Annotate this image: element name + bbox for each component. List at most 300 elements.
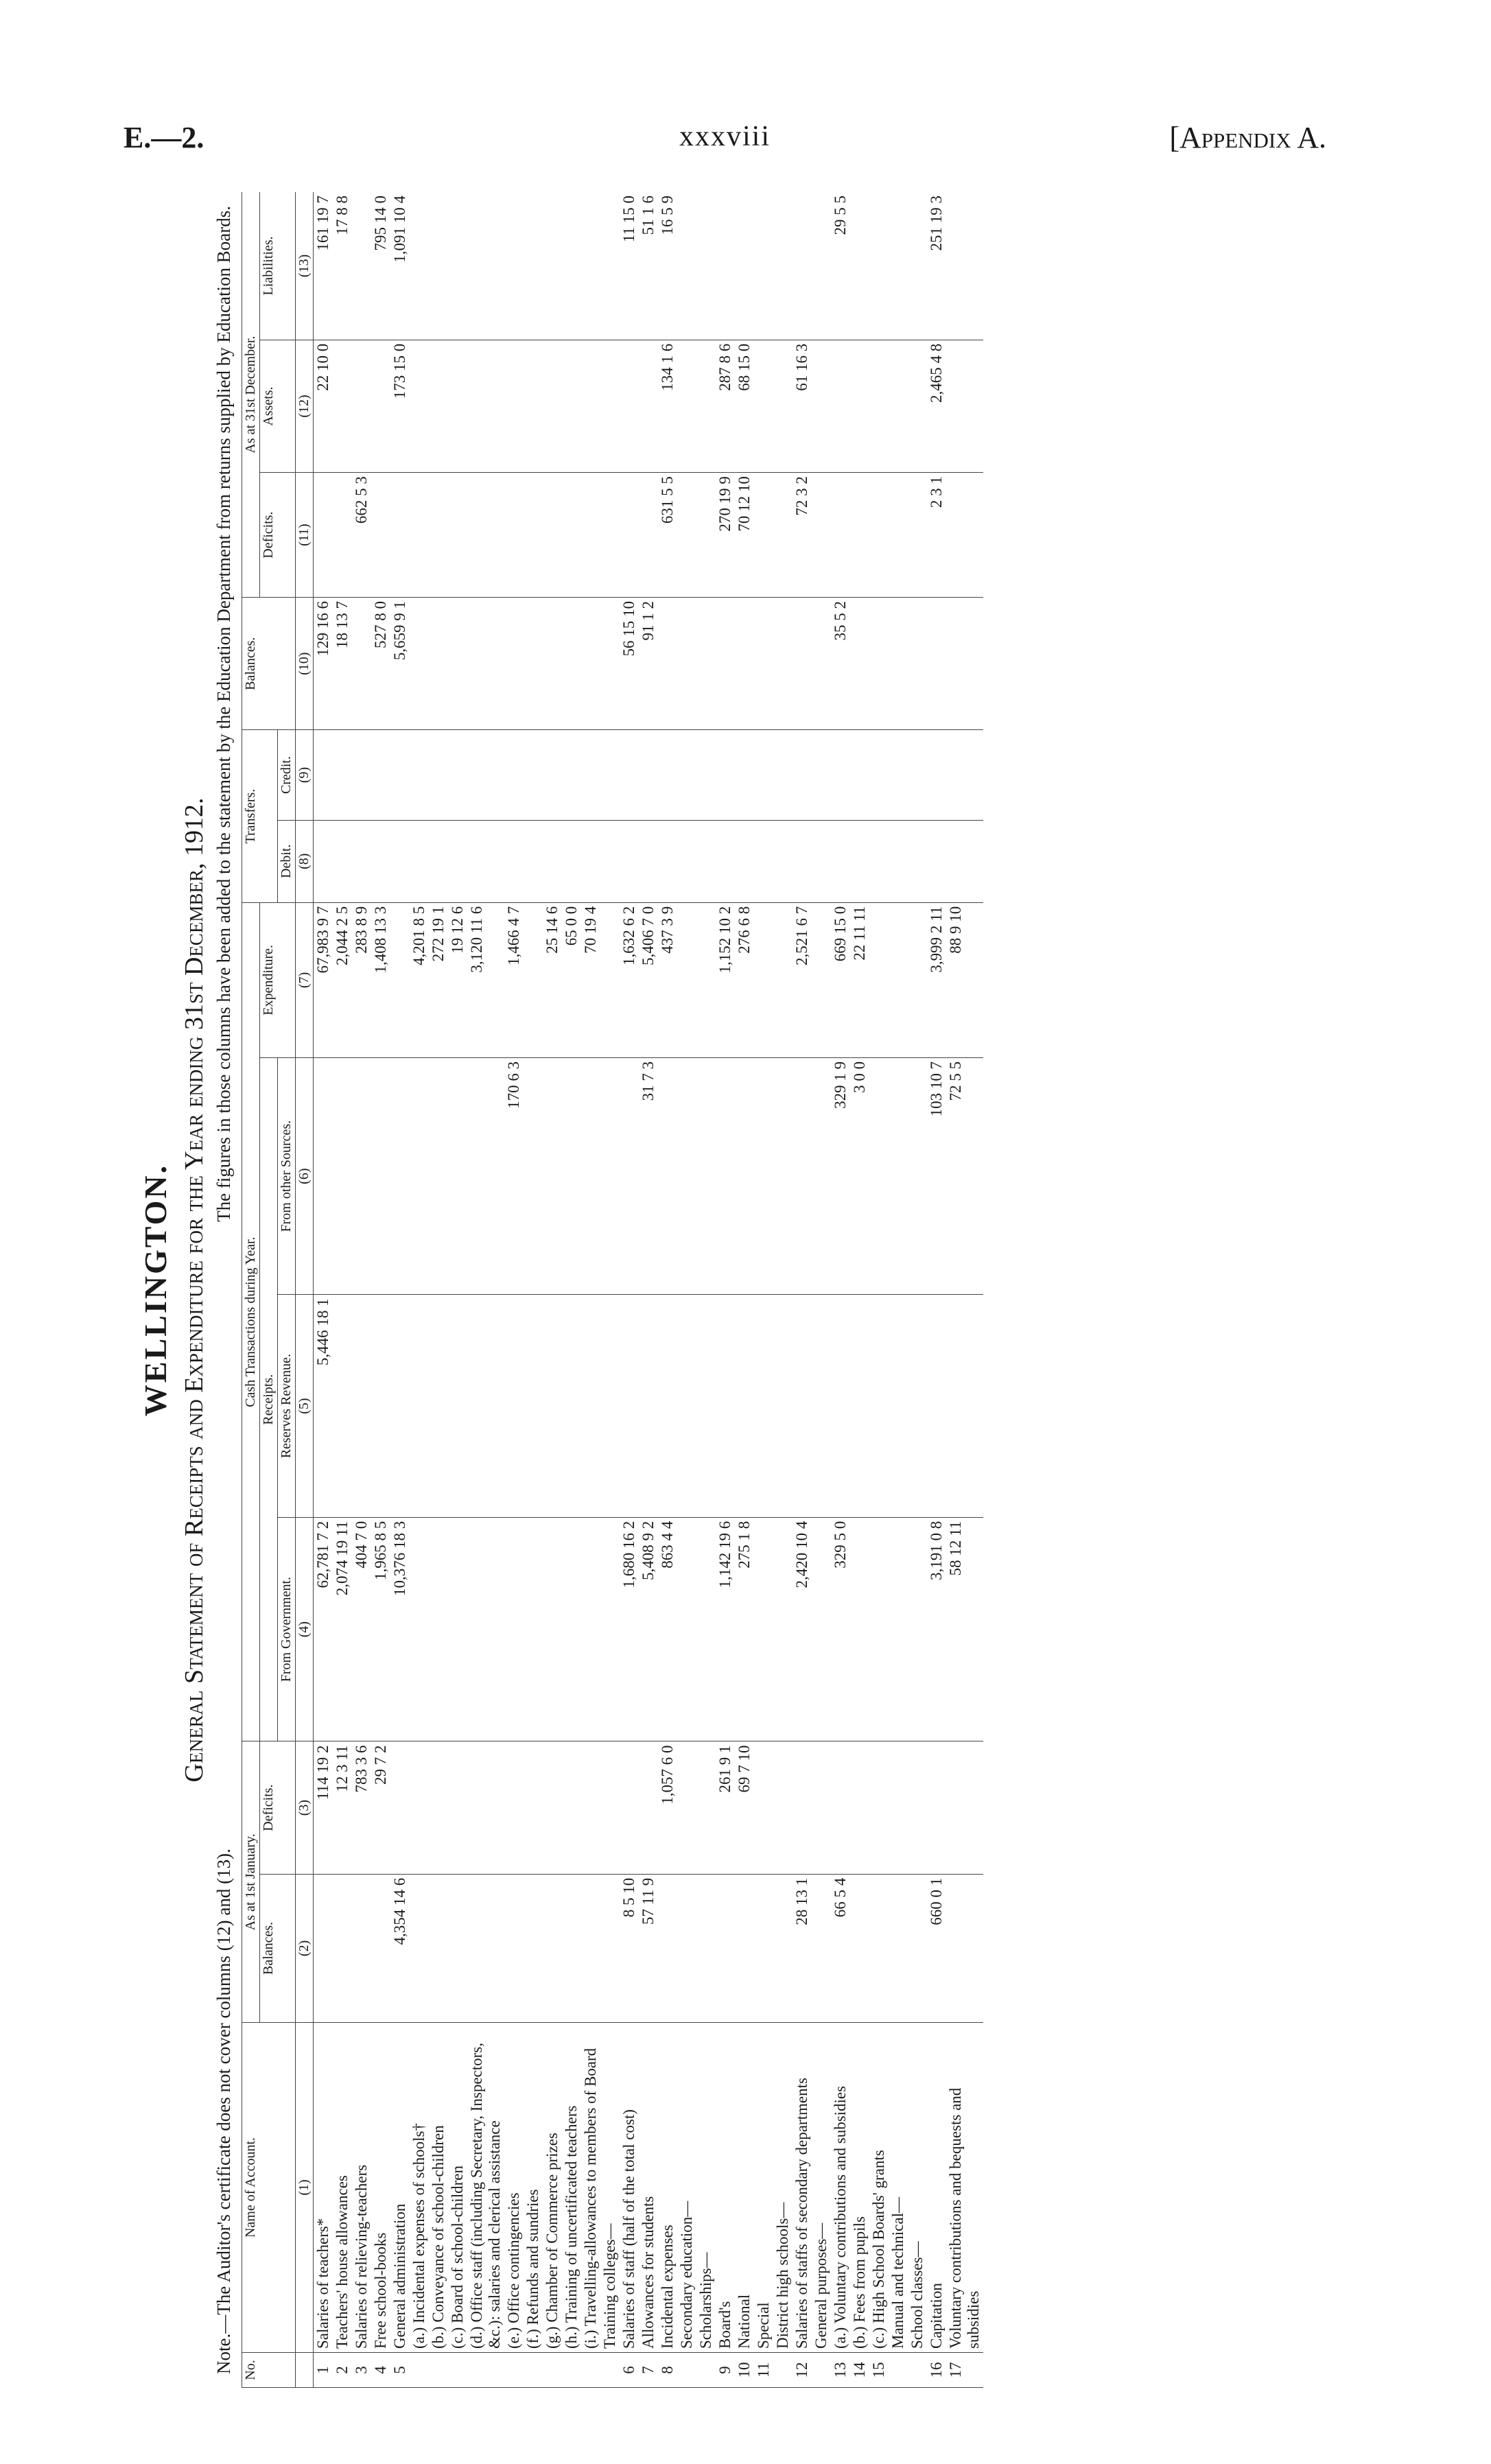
row-number: 8 xyxy=(658,2353,677,2388)
row-number: 4 xyxy=(371,2353,390,2388)
amount-cell xyxy=(410,192,429,340)
amount-cell xyxy=(620,1057,639,1294)
amount-cell xyxy=(927,1295,946,1517)
amount-cell xyxy=(850,1295,869,1517)
amount-cell xyxy=(908,340,927,472)
table-row xyxy=(524,192,543,2388)
table-row xyxy=(333,192,352,2388)
table-row xyxy=(773,192,793,2388)
col-num-12: (12) xyxy=(296,340,314,472)
account-name: (b.) Conveyance of school-children xyxy=(429,2023,448,2353)
table-row xyxy=(908,192,927,2388)
amount-cell: 170 6 3 xyxy=(504,1057,524,1294)
amount-cell xyxy=(600,902,620,1057)
amount-cell xyxy=(581,1874,600,2022)
amount-cell xyxy=(448,473,467,598)
amount-cell xyxy=(524,1295,543,1517)
account-name: (b.) Fees from pupils xyxy=(850,2023,869,2353)
account-name: Free school-books xyxy=(371,2023,390,2353)
amount-cell xyxy=(600,730,620,820)
account-name: Special xyxy=(754,2023,773,2353)
row-number xyxy=(889,2353,908,2388)
amount-cell xyxy=(524,1874,543,2022)
amount-cell: 795 14 0 xyxy=(371,192,390,340)
amount-cell xyxy=(812,340,831,472)
amount-cell xyxy=(620,820,639,902)
amount-cell: 1,152 10 2 xyxy=(716,902,735,1057)
amount-cell xyxy=(581,820,600,902)
amount-cell xyxy=(658,1295,677,1517)
amount-cell xyxy=(850,473,869,598)
amount-cell xyxy=(793,820,812,902)
amount-cell: 1,680 16 2 xyxy=(620,1517,639,1741)
amount-cell xyxy=(448,1741,467,1874)
row-number: 14 xyxy=(850,2353,869,2388)
amount-cell xyxy=(352,340,371,472)
amount-cell xyxy=(410,473,429,598)
amount-cell xyxy=(793,1295,812,1517)
amount-cell xyxy=(467,340,504,472)
amount-cell xyxy=(773,598,793,730)
account-name: Salaries of staffs of secondary departments xyxy=(793,2023,812,2353)
amount-cell xyxy=(543,1741,562,1874)
transfers-group-header: Transfers. xyxy=(242,730,278,902)
col-government-header: From Government. xyxy=(278,1517,296,1741)
amount-cell xyxy=(773,1517,793,1741)
amount-cell xyxy=(696,820,716,902)
row-number xyxy=(696,2353,716,2388)
amount-cell: 251 19 3 xyxy=(927,192,946,340)
amount-cell xyxy=(696,1517,716,1741)
account-name: Training colleges— xyxy=(600,2023,620,2353)
row-number: 1 xyxy=(314,2353,333,2388)
table-row xyxy=(314,192,333,2388)
amount-cell xyxy=(429,192,448,340)
amount-cell xyxy=(946,1741,983,1874)
table-row xyxy=(735,192,754,2388)
account-name: Salaries of teachers* xyxy=(314,2023,333,2353)
row-number: 2 xyxy=(333,2353,352,2388)
amount-cell: 3 0 0 xyxy=(850,1057,869,1294)
col-no-header: No. xyxy=(242,2353,296,2388)
amount-cell xyxy=(639,820,658,902)
amount-cell xyxy=(467,598,504,730)
amount-cell: 62,781 7 2 xyxy=(314,1517,333,1741)
amount-cell xyxy=(467,820,504,902)
amount-cell: 660 0 1 xyxy=(927,1874,946,2022)
account-name: (h.) Training of uncertificated teachers xyxy=(562,2023,581,2353)
col-num-4: (4) xyxy=(296,1517,314,1741)
col-num-3: (3) xyxy=(296,1741,314,1874)
amount-cell xyxy=(754,1057,773,1294)
amount-cell xyxy=(812,1517,831,1741)
amount-cell xyxy=(371,1295,390,1517)
row-number xyxy=(524,2353,543,2388)
dec-group-header: As at 31st December. xyxy=(242,192,260,598)
amount-cell xyxy=(908,1741,927,1874)
amount-cell xyxy=(504,820,524,902)
table-row xyxy=(467,192,504,2388)
table-row xyxy=(754,192,773,2388)
amount-cell xyxy=(658,1057,677,1294)
amount-cell xyxy=(754,598,773,730)
account-name: Salaries of relieving-teachers xyxy=(352,2023,371,2353)
amount-cell xyxy=(946,473,983,598)
amount-cell: 161 19 7 xyxy=(314,192,333,340)
col-num-6: (6) xyxy=(296,1057,314,1294)
amount-cell xyxy=(429,820,448,902)
account-name: (a.) Incidental expenses of schools† xyxy=(410,2023,429,2353)
amount-cell xyxy=(716,598,735,730)
amount-cell xyxy=(696,473,716,598)
statement-rows xyxy=(314,192,984,2388)
amount-cell xyxy=(600,1741,620,1874)
amount-cell: 1,057 6 0 xyxy=(658,1741,677,1874)
amount-cell xyxy=(927,598,946,730)
amount-cell xyxy=(562,1295,581,1517)
amount-cell xyxy=(581,473,600,598)
amount-cell xyxy=(524,1517,543,1741)
amount-cell xyxy=(620,340,639,472)
amount-cell xyxy=(831,820,850,902)
amount-cell xyxy=(562,1741,581,1874)
col-num-11: (11) xyxy=(296,473,314,598)
row-number: 17 xyxy=(946,2353,983,2388)
amount-cell xyxy=(754,1517,773,1741)
amount-cell xyxy=(754,820,773,902)
amount-cell xyxy=(543,1295,562,1517)
amount-cell xyxy=(658,730,677,820)
amount-cell: 2,521 6 7 xyxy=(793,902,812,1057)
amount-cell xyxy=(908,473,927,598)
row-number xyxy=(600,2353,620,2388)
amount-cell xyxy=(352,598,371,730)
amount-cell xyxy=(754,340,773,472)
amount-cell xyxy=(524,473,543,598)
amount-cell xyxy=(773,340,793,472)
statement-table xyxy=(242,192,983,2388)
amount-cell xyxy=(639,1741,658,1874)
amount-cell: 2,074 19 11 xyxy=(333,1517,352,1741)
amount-cell xyxy=(543,1057,562,1294)
amount-cell xyxy=(371,340,390,472)
amount-cell xyxy=(696,1295,716,1517)
amount-cell xyxy=(677,340,696,472)
amount-cell xyxy=(524,340,543,472)
amount-cell xyxy=(946,730,983,820)
row-number xyxy=(908,2353,927,2388)
amount-cell xyxy=(831,730,850,820)
amount-cell xyxy=(869,730,889,820)
amount-cell xyxy=(677,820,696,902)
amount-cell xyxy=(927,820,946,902)
amount-cell: 1,965 8 5 xyxy=(371,1517,390,1741)
table-row xyxy=(639,192,658,2388)
amount-cell xyxy=(448,1874,467,2022)
amount-cell xyxy=(869,1517,889,1741)
amount-cell xyxy=(773,1741,793,1874)
amount-cell xyxy=(812,730,831,820)
amount-cell: 272 19 1 xyxy=(429,902,448,1057)
amount-cell xyxy=(600,192,620,340)
amount-cell xyxy=(773,473,793,598)
amount-cell xyxy=(410,1741,429,1874)
amount-cell: 3,120 11 6 xyxy=(467,902,504,1057)
amount-cell xyxy=(812,598,831,730)
col-debit-header: Debit. xyxy=(278,820,296,902)
amount-cell: 863 4 4 xyxy=(658,1517,677,1741)
amount-cell: 3,999 2 11 xyxy=(927,902,946,1057)
amount-cell xyxy=(677,1741,696,1874)
amount-cell: 68 15 0 xyxy=(735,340,754,472)
cash-group-header: Cash Transactions during Year. xyxy=(242,902,260,1741)
amount-cell xyxy=(754,473,773,598)
amount-cell xyxy=(889,192,908,340)
amount-cell: 35 5 2 xyxy=(831,598,850,730)
amount-cell xyxy=(448,1057,467,1294)
amount-cell: 173 15 0 xyxy=(390,340,410,472)
amount-cell xyxy=(908,1874,927,2022)
amount-cell xyxy=(504,473,524,598)
amount-cell xyxy=(696,598,716,730)
amount-cell xyxy=(812,902,831,1057)
row-number: 15 xyxy=(869,2353,889,2388)
amount-cell xyxy=(677,1057,696,1294)
amount-cell xyxy=(429,1295,448,1517)
amount-cell xyxy=(410,1057,429,1294)
amount-cell xyxy=(869,473,889,598)
amount-cell xyxy=(314,473,333,598)
amount-cell: 783 3 6 xyxy=(352,1741,371,1874)
statement-titles xyxy=(137,192,235,2388)
amount-cell xyxy=(716,192,735,340)
amount-cell: 72 3 2 xyxy=(793,473,812,598)
amount-cell: 1,091 10 4 xyxy=(390,192,410,340)
amount-cell xyxy=(390,1295,410,1517)
amount-cell xyxy=(869,598,889,730)
amount-cell xyxy=(600,1057,620,1294)
amount-cell xyxy=(850,1517,869,1741)
amount-cell xyxy=(562,598,581,730)
col-num-10: (10) xyxy=(296,598,314,730)
amount-cell xyxy=(600,1874,620,2022)
amount-cell xyxy=(410,1517,429,1741)
amount-cell xyxy=(562,1057,581,1294)
amount-cell xyxy=(410,730,429,820)
account-name: Incidental expenses xyxy=(658,2023,677,2353)
amount-cell: 662 5 3 xyxy=(352,473,371,598)
table-row xyxy=(504,192,524,2388)
amount-cell xyxy=(314,1057,333,1294)
amount-cell xyxy=(889,598,908,730)
amount-cell xyxy=(716,820,735,902)
amount-cell: 5,659 9 1 xyxy=(390,598,410,730)
amount-cell: 12 3 11 xyxy=(333,1741,352,1874)
amount-cell xyxy=(333,1057,352,1294)
amount-cell xyxy=(562,1517,581,1741)
account-name: Board's xyxy=(716,2023,735,2353)
amount-cell xyxy=(333,340,352,472)
table-row xyxy=(410,192,429,2388)
amount-cell xyxy=(562,340,581,472)
amount-cell xyxy=(908,902,927,1057)
amount-cell: 2,044 2 5 xyxy=(333,902,352,1057)
amount-cell xyxy=(696,192,716,340)
amount-cell xyxy=(543,730,562,820)
account-name: (f.) Refunds and sundries xyxy=(524,2023,543,2353)
amount-cell xyxy=(467,1057,504,1294)
amount-cell xyxy=(754,730,773,820)
amount-cell xyxy=(812,820,831,902)
row-number: 7 xyxy=(639,2353,658,2388)
amount-cell xyxy=(735,1874,754,2022)
place-title: WELLINGTON. xyxy=(138,1163,173,1417)
col-credit-header: Credit. xyxy=(278,730,296,820)
row-number xyxy=(581,2353,600,2388)
amount-cell: 51 1 6 xyxy=(639,192,658,340)
amount-cell: 4,201 8 5 xyxy=(410,902,429,1057)
amount-cell xyxy=(429,1874,448,2022)
amount-cell: 275 1 8 xyxy=(735,1517,754,1741)
amount-cell xyxy=(889,1517,908,1741)
amount-cell: 287 8 6 xyxy=(716,340,735,472)
amount-cell xyxy=(467,473,504,598)
amount-cell xyxy=(869,192,889,340)
amount-cell xyxy=(371,1057,390,1294)
account-name: National xyxy=(735,2023,754,2353)
amount-cell xyxy=(581,1295,600,1517)
table-row xyxy=(620,192,639,2388)
amount-cell xyxy=(658,598,677,730)
amount-cell: 5,446 18 1 xyxy=(314,1295,333,1517)
table-row xyxy=(927,192,946,2388)
account-name: General administration xyxy=(390,2023,410,2353)
col-deficits-jan-header: Deficits. xyxy=(260,1741,296,1874)
page-number: xxxviii xyxy=(679,121,771,152)
amount-cell xyxy=(543,192,562,340)
account-name: (g.) Chamber of Commerce prizes xyxy=(543,2023,562,2353)
amount-cell: 1,632 6 2 xyxy=(620,902,639,1057)
amount-cell xyxy=(889,1057,908,1294)
col-num-1: (1) xyxy=(296,2023,314,2353)
amount-cell xyxy=(696,1057,716,1294)
amount-cell: 58 12 11 xyxy=(946,1517,983,1741)
account-name: (i.) Travelling-allowances to members of Board xyxy=(581,2023,600,2353)
account-name: Capitation xyxy=(927,2023,946,2353)
amount-cell: 17 8 8 xyxy=(333,192,352,340)
amount-cell: 3,191 0 8 xyxy=(927,1517,946,1741)
amount-cell xyxy=(677,192,696,340)
col-balances-dec-header: Balances. xyxy=(242,598,296,730)
amount-cell xyxy=(467,1295,504,1517)
amount-cell xyxy=(889,820,908,902)
col-other-header: From other Sources. xyxy=(278,1057,296,1294)
amount-cell xyxy=(390,730,410,820)
amount-cell xyxy=(352,1057,371,1294)
amount-cell xyxy=(869,1295,889,1517)
receipts-group-header: Receipts. xyxy=(260,1057,278,1741)
amount-cell xyxy=(429,473,448,598)
amount-cell xyxy=(352,820,371,902)
amount-cell: 631 5 5 xyxy=(658,473,677,598)
amount-cell xyxy=(410,340,429,472)
account-name: Allowances for students xyxy=(639,2023,658,2353)
amount-cell xyxy=(448,1517,467,1741)
amount-cell: 5,408 9 2 xyxy=(639,1517,658,1741)
table-row xyxy=(562,192,581,2388)
table-row xyxy=(696,192,716,2388)
row-number xyxy=(429,2353,448,2388)
amount-cell xyxy=(581,1057,600,1294)
amount-cell xyxy=(735,192,754,340)
amount-cell xyxy=(754,192,773,340)
amount-cell xyxy=(946,598,983,730)
table-row xyxy=(658,192,677,2388)
amount-cell xyxy=(620,730,639,820)
amount-cell: 437 3 9 xyxy=(658,902,677,1057)
amount-cell xyxy=(754,1295,773,1517)
col-num-13: (13) xyxy=(296,192,314,340)
amount-cell xyxy=(352,730,371,820)
rotated-statement xyxy=(137,192,1338,2388)
amount-cell xyxy=(543,1517,562,1741)
amount-cell xyxy=(314,820,333,902)
amount-cell xyxy=(600,1517,620,1741)
amount-cell xyxy=(524,192,543,340)
amount-cell xyxy=(543,1874,562,2022)
amount-cell xyxy=(581,730,600,820)
amount-cell xyxy=(429,340,448,472)
amount-cell xyxy=(831,473,850,598)
amount-cell: 88 9 10 xyxy=(946,902,983,1057)
amount-cell xyxy=(371,730,390,820)
col-num-8: (8) xyxy=(296,820,314,902)
col-num-0 xyxy=(296,2353,314,2388)
amount-cell xyxy=(448,1295,467,1517)
table-row xyxy=(352,192,371,2388)
account-name: (e.) Office contingencies xyxy=(504,2023,524,2353)
amount-cell xyxy=(812,1741,831,1874)
amount-cell xyxy=(333,1295,352,1517)
amount-cell: 114 19 2 xyxy=(314,1741,333,1874)
amount-cell xyxy=(658,1874,677,2022)
amount-cell xyxy=(908,820,927,902)
amount-cell xyxy=(429,1741,448,1874)
amount-cell: 134 1 6 xyxy=(658,340,677,472)
table-row xyxy=(793,192,812,2388)
amount-cell xyxy=(869,902,889,1057)
col-balances-jan-header: Balances. xyxy=(260,1874,296,2022)
amount-cell xyxy=(504,340,524,472)
amount-cell: 61 16 3 xyxy=(793,340,812,472)
amount-cell xyxy=(390,473,410,598)
amount-cell xyxy=(908,1517,927,1741)
amount-cell xyxy=(831,340,850,472)
row-number xyxy=(467,2353,504,2388)
amount-cell xyxy=(639,340,658,472)
amount-cell xyxy=(371,1874,390,2022)
amount-cell xyxy=(773,192,793,340)
amount-cell xyxy=(467,192,504,340)
amount-cell xyxy=(716,1057,735,1294)
amount-cell: 103 10 7 xyxy=(927,1057,946,1294)
amount-cell xyxy=(927,730,946,820)
row-number xyxy=(410,2353,429,2388)
amount-cell: 25 14 6 xyxy=(543,902,562,1057)
amount-cell xyxy=(639,473,658,598)
table-row xyxy=(716,192,735,2388)
amount-cell xyxy=(735,730,754,820)
